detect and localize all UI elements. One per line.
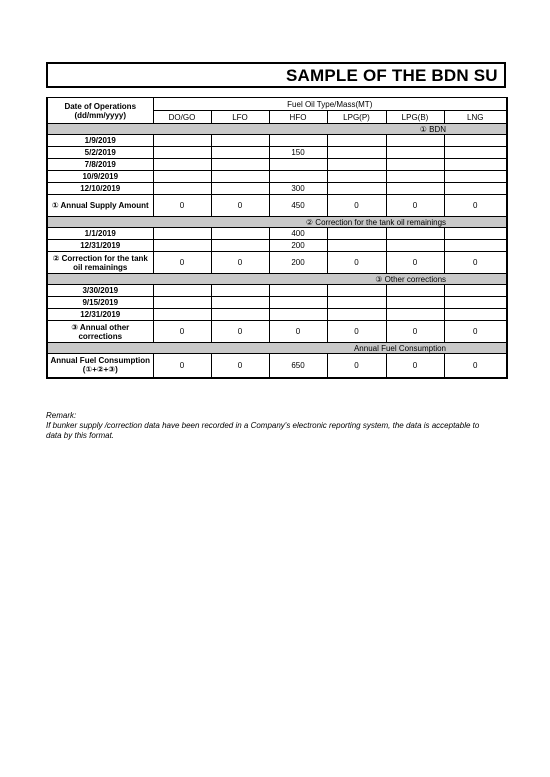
subtotal-value: 0 xyxy=(386,321,444,343)
value-cell xyxy=(211,240,269,252)
value-cell xyxy=(211,159,269,171)
value-cell xyxy=(444,309,507,321)
subtotal-value: 0 xyxy=(327,252,386,274)
section-title-text: ② Correction for the tank oil remainings xyxy=(305,217,447,227)
date-cell: 5/2/2019 xyxy=(47,147,153,159)
remark xyxy=(46,411,526,441)
value-cell xyxy=(153,297,211,309)
value-cell xyxy=(386,171,444,183)
value-cell xyxy=(444,228,507,240)
table-row xyxy=(47,147,507,159)
value-cell: 400 xyxy=(269,228,327,240)
date-cell: 7/8/2019 xyxy=(47,159,153,171)
value-cell xyxy=(444,297,507,309)
section-title xyxy=(47,274,507,285)
value-cell xyxy=(444,171,507,183)
subtotal-value: 0 xyxy=(327,195,386,217)
value-cell xyxy=(386,183,444,195)
date-cell: 10/9/2019 xyxy=(47,171,153,183)
column-header: LPG(P) xyxy=(327,111,386,124)
value-cell: 150 xyxy=(269,147,327,159)
section-row xyxy=(47,217,507,228)
value-cell xyxy=(444,183,507,195)
subtotal-value: 0 xyxy=(386,252,444,274)
table-row xyxy=(47,297,507,309)
value-cell xyxy=(269,171,327,183)
section-title-text: Annual Fuel Consumption xyxy=(353,343,447,353)
value-cell xyxy=(153,309,211,321)
value-cell xyxy=(153,147,211,159)
total-label: Annual Fuel Consumption (①+②+③) xyxy=(47,354,153,378)
total-row xyxy=(47,354,507,378)
value-cell xyxy=(327,285,386,297)
date-cell: 12/31/2019 xyxy=(47,309,153,321)
subtotal-row xyxy=(47,321,507,343)
subtotal-label: ③ Annual other corrections xyxy=(47,321,153,343)
table-row xyxy=(47,240,507,252)
date-cell: 12/31/2019 xyxy=(47,240,153,252)
value-cell xyxy=(327,228,386,240)
value-cell xyxy=(386,135,444,147)
value-cell xyxy=(211,147,269,159)
value-cell xyxy=(153,159,211,171)
total-value: 0 xyxy=(211,354,269,378)
subtotal-label: ① Annual Supply Amount xyxy=(47,195,153,217)
value-cell xyxy=(153,285,211,297)
value-cell xyxy=(327,135,386,147)
subtotal-row xyxy=(47,195,507,217)
subtotal-value: 0 xyxy=(444,195,507,217)
column-header: HFO xyxy=(269,111,327,124)
value-cell xyxy=(211,171,269,183)
value-cell xyxy=(386,240,444,252)
value-cell xyxy=(386,297,444,309)
subtotal-label: ② Correction for the tank oil remainings xyxy=(47,252,153,274)
section-title-text: ③ Other corrections xyxy=(375,274,447,284)
subtotal-value: 0 xyxy=(211,252,269,274)
date-cell: 1/9/2019 xyxy=(47,135,153,147)
remark-line-1: If bunker supply /correction data have been recorded in a Company's electronic reporting system, the data is acceptable to xyxy=(46,421,480,430)
value-cell xyxy=(211,228,269,240)
total-value: 0 xyxy=(327,354,386,378)
subtotal-value: 0 xyxy=(444,321,507,343)
value-cell xyxy=(269,297,327,309)
subtotal-value: 0 xyxy=(153,195,211,217)
subtotal-value: 0 xyxy=(153,252,211,274)
header-row-1 xyxy=(47,98,507,111)
value-cell xyxy=(386,309,444,321)
title-box xyxy=(46,62,506,88)
value-cell xyxy=(327,240,386,252)
value-cell xyxy=(211,285,269,297)
bdn-summary-table xyxy=(46,97,508,379)
date-cell: 12/10/2019 xyxy=(47,183,153,195)
value-cell xyxy=(211,309,269,321)
total-value: 0 xyxy=(153,354,211,378)
value-cell: 200 xyxy=(269,240,327,252)
subtotal-value: 200 xyxy=(269,252,327,274)
value-cell xyxy=(269,285,327,297)
value-cell xyxy=(444,135,507,147)
subtotal-value: 0 xyxy=(444,252,507,274)
value-cell xyxy=(269,135,327,147)
subtotal-value: 0 xyxy=(269,321,327,343)
section-title xyxy=(47,124,507,135)
subtotal-row xyxy=(47,252,507,274)
subtotal-value: 0 xyxy=(211,321,269,343)
value-cell xyxy=(386,159,444,171)
value-cell: 300 xyxy=(269,183,327,195)
value-cell xyxy=(327,309,386,321)
section-row xyxy=(47,124,507,135)
subtotal-value: 0 xyxy=(386,195,444,217)
subtotal-value: 0 xyxy=(327,321,386,343)
table-row xyxy=(47,171,507,183)
date-header: Date of Operations (dd/mm/yyyy) xyxy=(47,98,153,124)
value-cell xyxy=(211,135,269,147)
table-row xyxy=(47,228,507,240)
column-header: LNG xyxy=(444,111,507,124)
section-title xyxy=(47,217,507,228)
value-cell xyxy=(386,147,444,159)
table-row xyxy=(47,135,507,147)
remark-line-2: data by this format. xyxy=(46,431,115,440)
page-title: SAMPLE OF THE BDN SU xyxy=(286,66,498,85)
table-row xyxy=(47,159,507,171)
column-header: DO/GO xyxy=(153,111,211,124)
value-cell xyxy=(153,240,211,252)
value-cell xyxy=(444,147,507,159)
fuel-type-header: Fuel Oil Type/Mass(MT) xyxy=(153,98,507,111)
remark-heading: Remark: xyxy=(46,411,77,420)
value-cell xyxy=(327,183,386,195)
date-cell: 1/1/2019 xyxy=(47,228,153,240)
value-cell xyxy=(269,309,327,321)
value-cell xyxy=(444,240,507,252)
table-row xyxy=(47,309,507,321)
value-cell xyxy=(327,147,386,159)
total-value: 0 xyxy=(444,354,507,378)
section-title xyxy=(47,343,507,354)
value-cell xyxy=(327,297,386,309)
value-cell xyxy=(269,159,327,171)
value-cell xyxy=(153,135,211,147)
table-row xyxy=(47,183,507,195)
column-header: LPG(B) xyxy=(386,111,444,124)
subtotal-value: 450 xyxy=(269,195,327,217)
column-header: LFO xyxy=(211,111,269,124)
value-cell xyxy=(386,285,444,297)
total-section-row xyxy=(47,343,507,354)
subtotal-value: 0 xyxy=(211,195,269,217)
value-cell xyxy=(211,183,269,195)
subtotal-value: 0 xyxy=(153,321,211,343)
date-cell: 9/15/2019 xyxy=(47,297,153,309)
value-cell xyxy=(327,171,386,183)
total-value: 650 xyxy=(269,354,327,378)
total-value: 0 xyxy=(386,354,444,378)
table-row xyxy=(47,285,507,297)
value-cell xyxy=(444,285,507,297)
value-cell xyxy=(153,228,211,240)
value-cell xyxy=(386,228,444,240)
date-cell: 3/30/2019 xyxy=(47,285,153,297)
value-cell xyxy=(327,159,386,171)
value-cell xyxy=(211,297,269,309)
section-row xyxy=(47,274,507,285)
section-title-text: ① BDN xyxy=(419,124,447,134)
value-cell xyxy=(444,159,507,171)
value-cell xyxy=(153,171,211,183)
value-cell xyxy=(153,183,211,195)
